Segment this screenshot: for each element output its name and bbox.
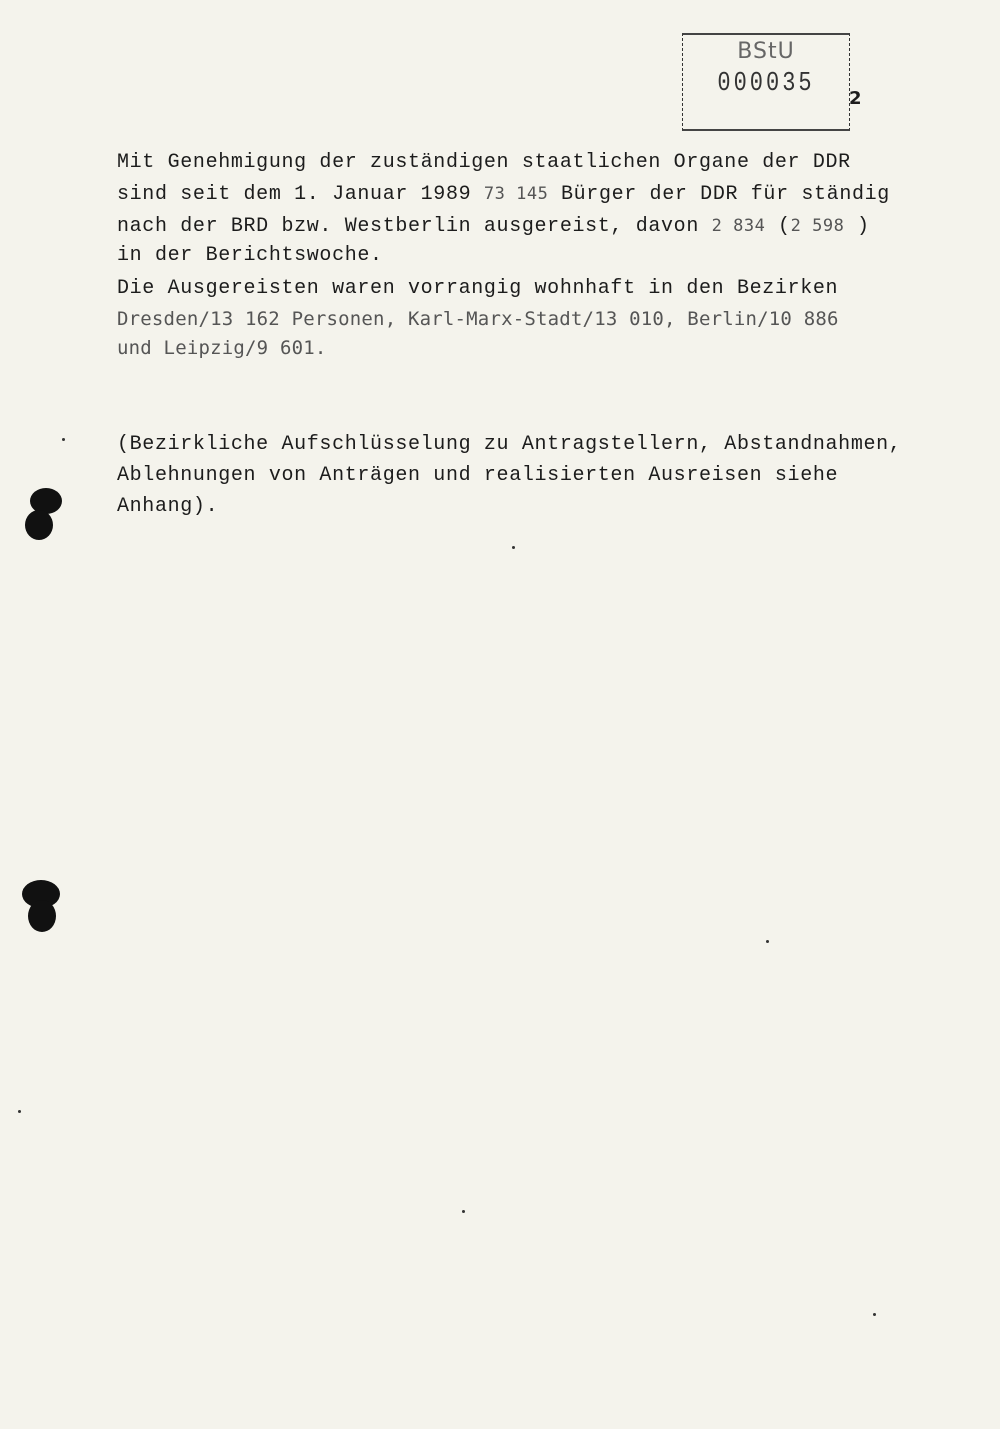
speck	[512, 546, 515, 549]
prev-week-emigrants: 2 598	[790, 216, 845, 236]
text-line: Dresden/13 162 Personen, Karl-Marx-Stadt/13 010, Berlin/10 886	[117, 308, 839, 330]
text: (	[765, 215, 791, 238]
page-number: 2	[849, 88, 862, 109]
punch-hole-mark	[25, 510, 53, 540]
archive-stamp	[682, 33, 850, 131]
punch-hole-mark	[28, 900, 56, 932]
stamp-number: 000035	[717, 68, 815, 99]
total-emigrants: 73 145	[483, 184, 549, 204]
text-line: Mit Genehmigung der zuständigen staatlichen Organe der DDR	[117, 151, 851, 174]
speck	[62, 438, 65, 441]
text: )	[844, 215, 870, 238]
text: nach der BRD bzw. Westberlin ausgereist, davon	[117, 215, 712, 238]
text-line: Anhang).	[117, 495, 219, 518]
stamp-org: BStU	[737, 39, 795, 64]
text-line: in der Berichtswoche.	[117, 244, 383, 267]
speck	[766, 940, 769, 943]
speck	[873, 1313, 876, 1316]
text-line: (Bezirkliche Aufschlüsselung zu Antragstellern, Abstandnahmen,	[117, 433, 902, 456]
text-line: und Leipzig/9 601.	[117, 337, 327, 359]
text-line: Ablehnungen von Anträgen und realisierten Ausreisen siehe	[117, 464, 839, 487]
text-line	[117, 214, 870, 239]
speck	[462, 1210, 465, 1213]
week-emigrants: 2 834	[711, 216, 766, 236]
text-line: Die Ausgereisten waren vorrangig wohnhaft in den Bezirken	[117, 277, 839, 300]
text: sind seit dem 1. Januar 1989	[117, 183, 484, 206]
text: Bürger der DDR für ständig	[548, 183, 890, 206]
text-line	[117, 182, 890, 207]
speck	[18, 1110, 21, 1113]
